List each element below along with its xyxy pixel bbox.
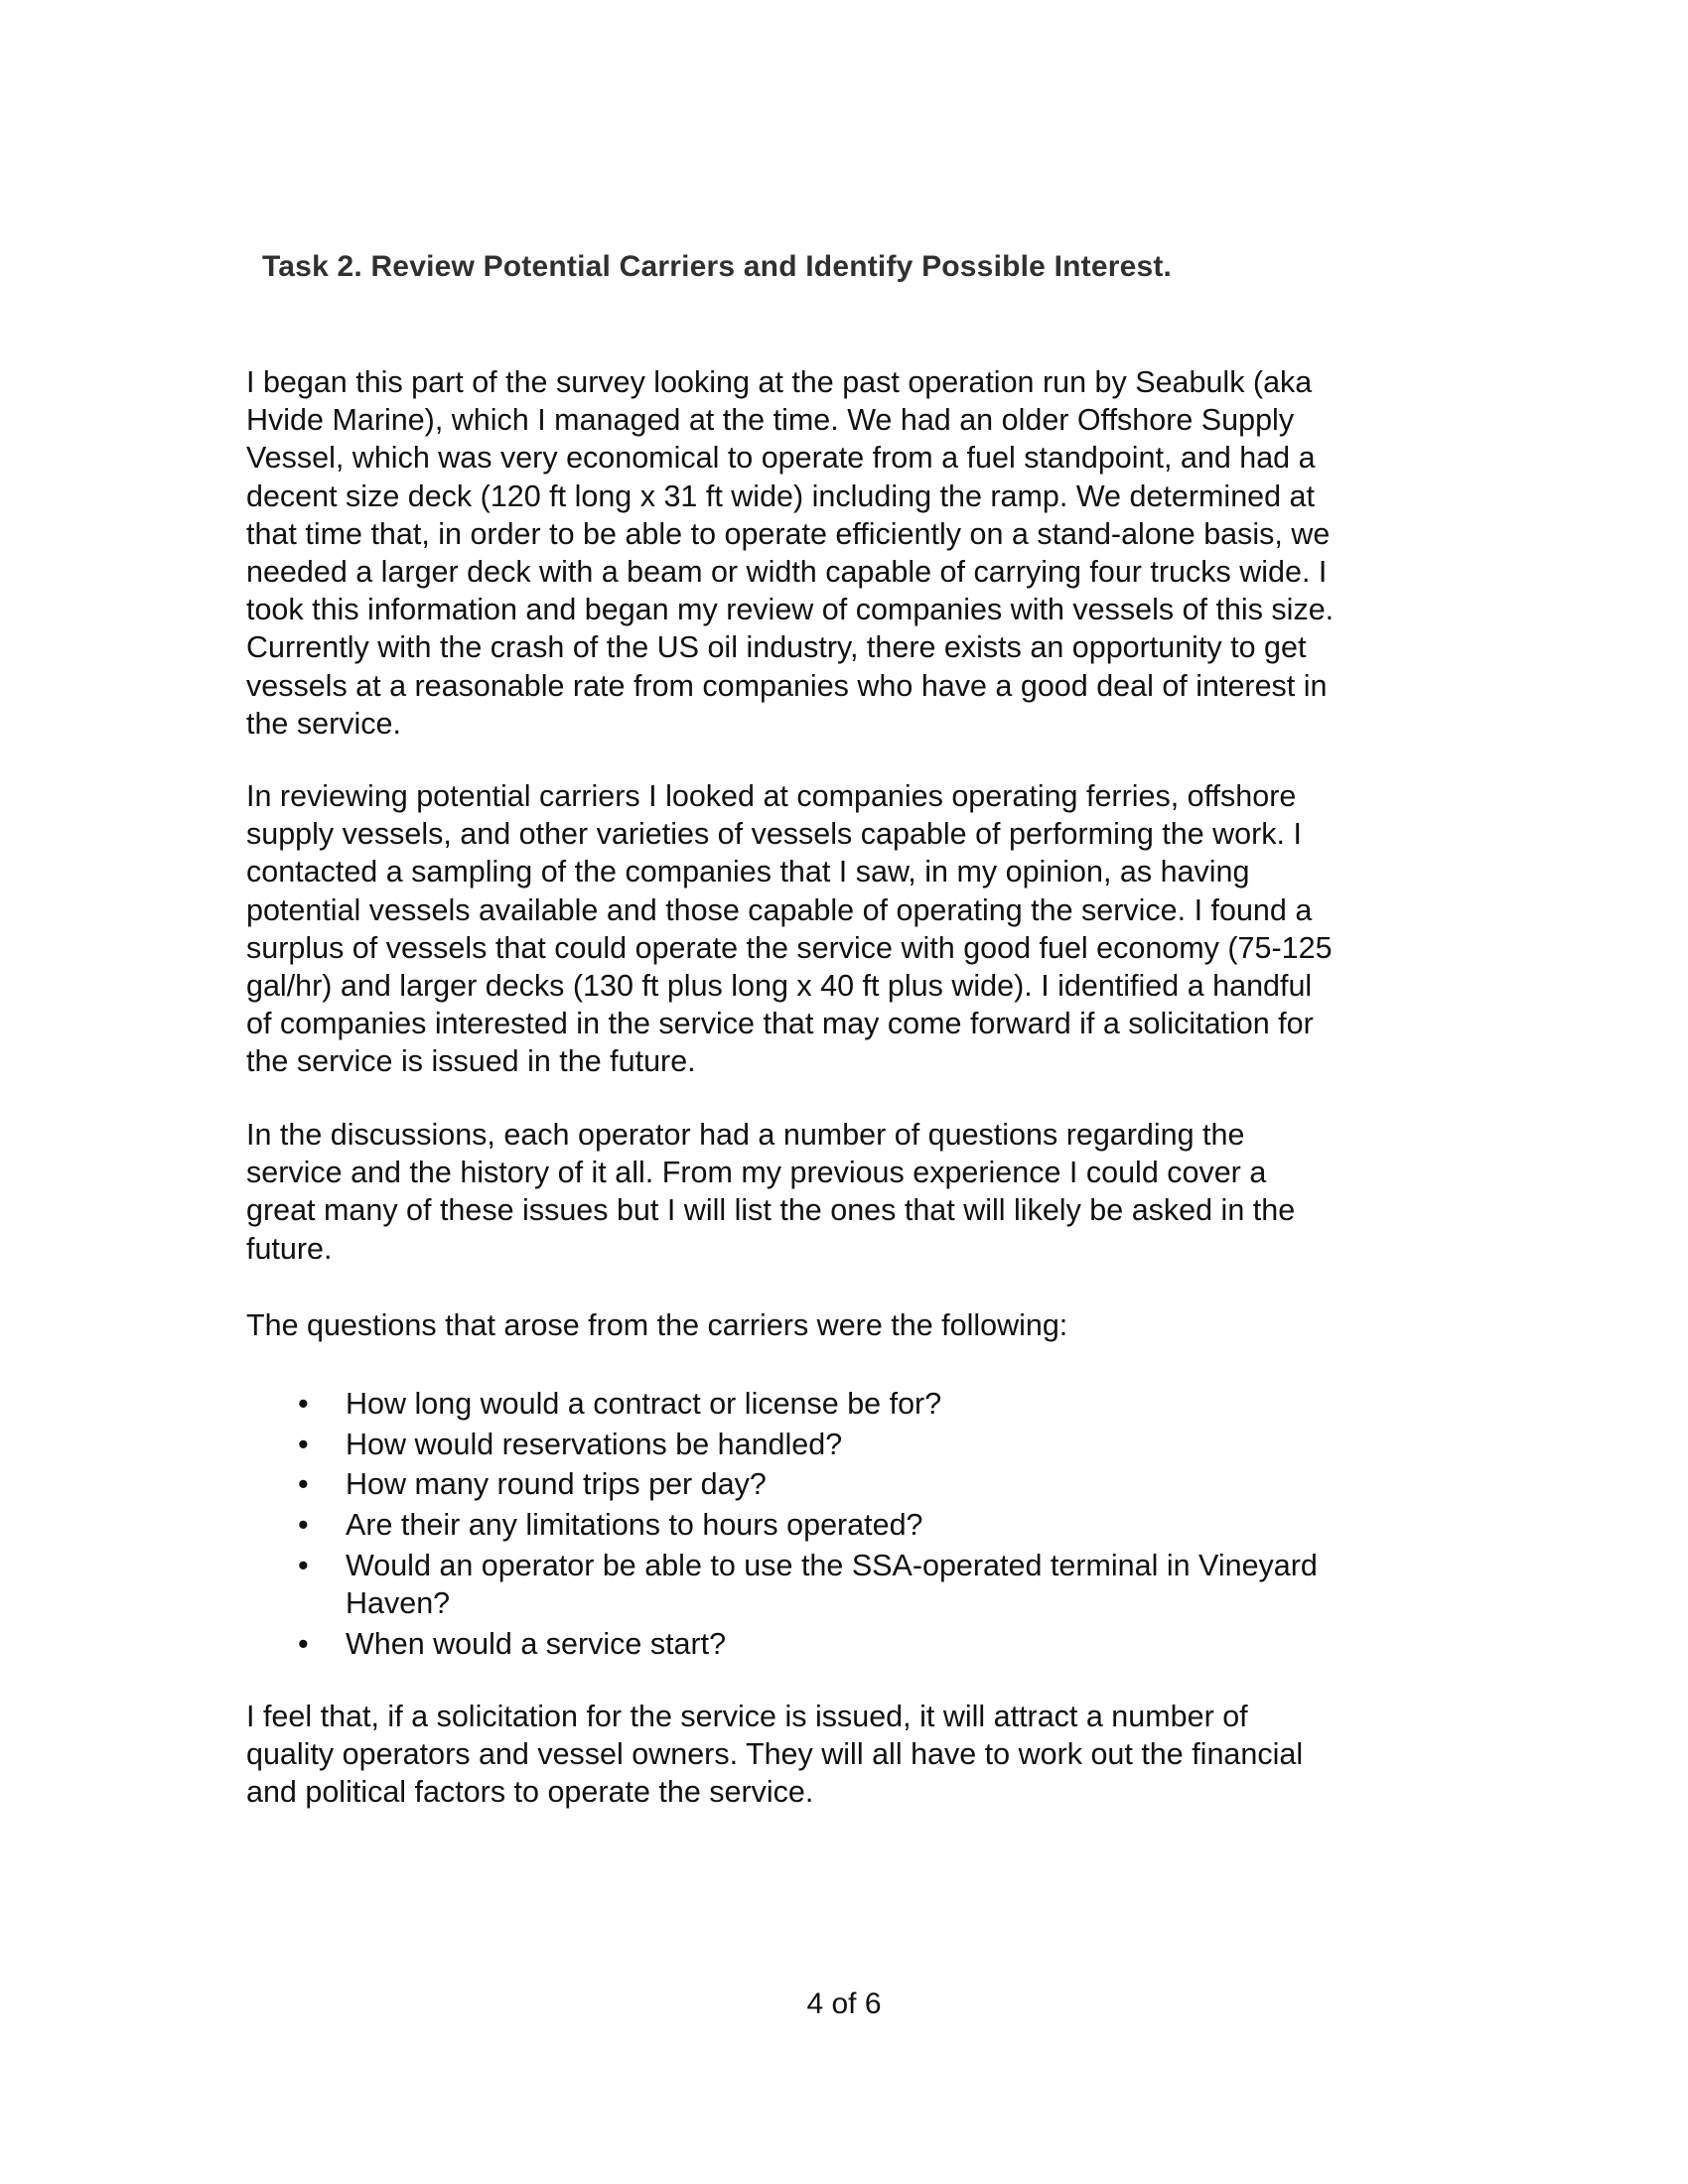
paragraph-carrier-review <box>246 777 1438 1081</box>
paragraph-questions-intro <box>246 1306 1438 1344</box>
text-line: How would reservations be handled? <box>346 1427 843 1461</box>
text-line: vessels at a reasonable rate from companies who have a good deal of interest in <box>246 668 1328 703</box>
text-line: and political factors to operate the service. <box>246 1775 814 1810</box>
bullet-icon: • <box>298 1548 309 1582</box>
list-item <box>246 1625 1487 1663</box>
text-line: Haven? <box>346 1586 451 1621</box>
text-line: Vessel, which was very economical to operate from a fuel standpoint, and had a <box>246 441 1316 476</box>
bullet-icon: • <box>298 1508 309 1543</box>
list-item <box>246 1426 1487 1463</box>
bullet-icon: • <box>298 1626 309 1661</box>
section-heading: Task 2. Review Potential Carriers and Identify Possible Interest. <box>262 250 1173 283</box>
text-line: Would an operator be able to use the SSA-operated terminal in Vineyard <box>346 1548 1318 1582</box>
list-item <box>246 1547 1487 1622</box>
paragraph-conclusion <box>246 1698 1438 1812</box>
text-line: I began this part of the survey looking at the past operation run by Seabulk (aka <box>246 365 1313 399</box>
text-line: great many of these issues but I will list the ones that will likely be asked in the <box>246 1193 1296 1228</box>
text-line: of companies interested in the service that may come forward if a solicitation for <box>246 1007 1314 1041</box>
text-line: When would a service start? <box>346 1626 727 1661</box>
text-line: Are their any limitations to hours operated? <box>346 1508 923 1543</box>
text-line: needed a larger deck with a beam or width capable of carrying four trucks wide. I <box>246 555 1328 590</box>
text-line: contacted a sampling of the companies that I saw, in my opinion, as having <box>246 855 1250 889</box>
text-line: I feel that, if a solicitation for the service is issued, it will attract a number of <box>246 1700 1248 1733</box>
text-line: Hvide Marine), which I managed at the time. We had an older Offshore Supply <box>246 403 1295 438</box>
text-line: How long would a contract or license be for? <box>346 1387 942 1421</box>
bullet-icon: • <box>298 1387 309 1421</box>
text-line: In reviewing potential carriers I looked at companies operating ferries, offshore <box>246 779 1297 813</box>
text-line: Currently with the crash of the US oil industry, there exists an opportunity to get <box>246 630 1307 665</box>
page-number: 4 of 6 <box>806 1987 882 2020</box>
text-line: the service is issued in the future. <box>246 1044 696 1079</box>
text-line: quality operators and vessel owners. They will all have to work out the financial <box>246 1737 1304 1772</box>
text-line: potential vessels available and those capable of operating the service. I found a <box>246 892 1313 927</box>
text-line: service and the history of it all. From my previous experience I could cover a <box>246 1156 1267 1190</box>
text-line: supply vessels, and other varieties of vessels capable of performing the work. I <box>246 817 1302 852</box>
paragraph-seabulk-background <box>246 363 1438 743</box>
text-line: the service. <box>246 706 401 741</box>
text-line: gal/hr) and larger decks (130 ft plus long x 40 ft plus wide). I identified a handful <box>246 969 1313 1004</box>
text-line: decent size deck (120 ft long x 31 ft wide) including the ramp. We determined at <box>246 478 1315 513</box>
bullet-icon: • <box>298 1427 309 1461</box>
list-item <box>246 1465 1487 1503</box>
text-line: future. <box>246 1231 333 1266</box>
text-line: that time that, in order to be able to operate efficiently on a stand-alone basis, we <box>246 516 1331 551</box>
list-item <box>246 1506 1487 1544</box>
text-line: took this information and began my review of companies with vessels of this size. <box>246 593 1335 627</box>
paragraph-discussions <box>246 1116 1438 1268</box>
text-line: In the discussions, each operator had a number of questions regarding the <box>246 1118 1245 1152</box>
text-line: The questions that arose from the carriers were the following: <box>246 1308 1068 1342</box>
questions-list <box>246 1385 1487 1665</box>
list-item <box>246 1385 1487 1423</box>
bullet-icon: • <box>298 1467 309 1502</box>
text-line: surplus of vessels that could operate the service with good fuel economy (75-125 <box>246 930 1333 965</box>
text-line: How many round trips per day? <box>346 1467 767 1502</box>
